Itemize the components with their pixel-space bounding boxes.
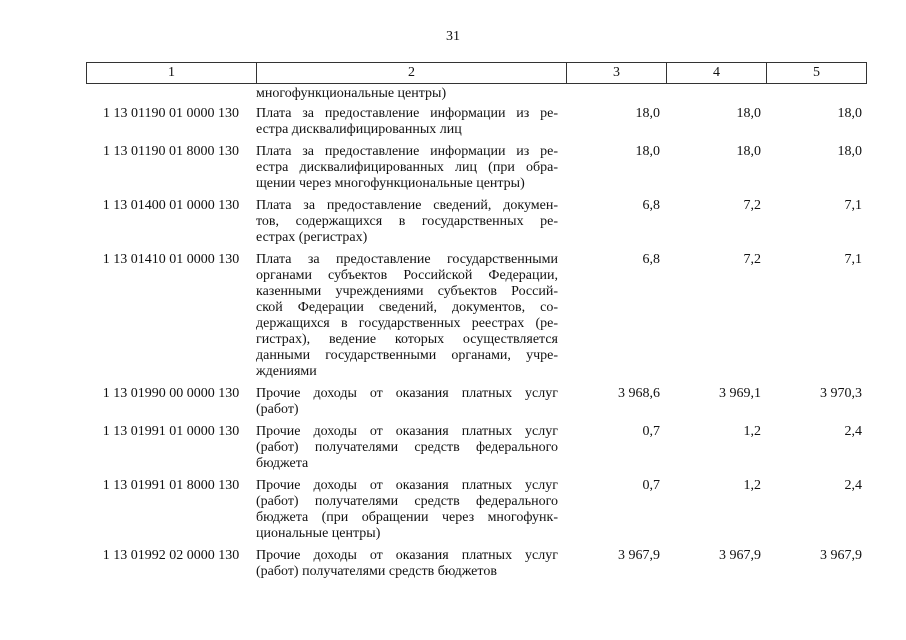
description-line: Прочие доходы от оказания платных услуг bbox=[256, 548, 558, 563]
income-description bbox=[256, 386, 566, 418]
income-description bbox=[256, 478, 566, 542]
description-line: (работ) получателями средств федерального bbox=[256, 494, 558, 509]
amount-col-3: 6,8 bbox=[642, 198, 660, 213]
description-line: Прочие доходы от оказания платных услуг bbox=[256, 424, 558, 439]
table-row bbox=[86, 106, 866, 138]
amount-col-4: 7,2 bbox=[743, 198, 761, 213]
description-line: Плата за предоставление государственными bbox=[256, 252, 558, 267]
description-line: циональные центры) bbox=[256, 526, 381, 541]
description-line: естрах (регистрах) bbox=[256, 230, 368, 245]
description-line: ждениями bbox=[256, 364, 317, 379]
amount-col-5: 2,4 bbox=[844, 424, 862, 439]
budget-code: 1 13 01991 01 0000 130 bbox=[102, 424, 240, 439]
table-row bbox=[86, 478, 866, 542]
amount-col-3: 3 968,6 bbox=[618, 386, 660, 401]
amount-col-4 bbox=[660, 86, 761, 102]
column-header-table bbox=[86, 62, 867, 84]
amount-col-5: 3 970,3 bbox=[820, 386, 862, 401]
budget-code bbox=[86, 86, 256, 102]
description-line: естра дисквалифицированных лиц (при обра- bbox=[256, 160, 558, 175]
column-header-row bbox=[87, 63, 867, 84]
income-description bbox=[256, 548, 566, 580]
table-row bbox=[86, 144, 866, 192]
amount-col-5: 3 967,9 bbox=[820, 548, 862, 563]
column-header-2: 2 bbox=[257, 63, 567, 84]
amount-col-3: 3 967,9 bbox=[618, 548, 660, 563]
description-line: Плата за предоставление информации из ре- bbox=[256, 144, 558, 159]
budget-code: 1 13 01990 00 0000 130 bbox=[102, 386, 240, 401]
amount-col-5: 7,1 bbox=[844, 198, 862, 213]
income-description bbox=[256, 198, 566, 246]
income-description bbox=[256, 144, 566, 192]
table-row bbox=[86, 198, 866, 246]
table-row bbox=[86, 252, 866, 380]
description-line: (работ) получателями средств бюджетов bbox=[256, 564, 497, 579]
description-line: бюджета (при обращении через многофунк- bbox=[256, 510, 558, 525]
budget-code: 1 13 01400 01 0000 130 bbox=[102, 198, 240, 213]
description-line: Плата за предоставление сведений, докумен- bbox=[256, 198, 558, 213]
description-line: (работ) получателями средств федерального bbox=[256, 440, 558, 455]
amount-col-4: 18,0 bbox=[736, 106, 761, 121]
description-line: Прочие доходы от оказания платных услуг bbox=[256, 386, 558, 401]
amount-col-4: 1,2 bbox=[743, 478, 761, 493]
budget-code: 1 13 01410 01 0000 130 bbox=[102, 252, 240, 267]
column-header-1: 1 bbox=[87, 63, 257, 84]
amount-col-4: 7,2 bbox=[743, 252, 761, 267]
amount-col-3: 18,0 bbox=[635, 106, 660, 121]
table-row bbox=[86, 424, 866, 472]
description-line: гистрах), ведение которых осуществляется bbox=[256, 332, 558, 347]
description-line: многофункциональные центры) bbox=[256, 86, 447, 101]
description-line: казенными учреждениями субъектов Россий- bbox=[256, 284, 558, 299]
description-line: ской Федерации сведений, документов, со- bbox=[256, 300, 558, 315]
description-line: (работ) bbox=[256, 402, 299, 417]
amount-col-3 bbox=[566, 86, 660, 102]
description-line: тов, содержащихся в государственных ре- bbox=[256, 214, 558, 229]
budget-code: 1 13 01991 01 8000 130 bbox=[102, 478, 240, 493]
page-number: 31 bbox=[446, 29, 460, 44]
income-description bbox=[256, 86, 566, 102]
income-description bbox=[256, 106, 566, 138]
amount-col-4: 18,0 bbox=[736, 144, 761, 159]
amount-col-3: 0,7 bbox=[642, 478, 660, 493]
column-header-4: 4 bbox=[667, 63, 767, 84]
description-line: органами субъектов Российской Федерации, bbox=[256, 268, 558, 283]
amount-col-4: 3 967,9 bbox=[719, 548, 761, 563]
amount-col-3: 18,0 bbox=[635, 144, 660, 159]
amount-col-3: 6,8 bbox=[642, 252, 660, 267]
column-header-5: 5 bbox=[767, 63, 867, 84]
description-line: держащихся в государственных реестрах (ре- bbox=[256, 316, 558, 331]
description-line: бюджета bbox=[256, 456, 309, 471]
amount-col-3: 0,7 bbox=[642, 424, 660, 439]
table-row bbox=[86, 548, 866, 580]
amount-col-5 bbox=[761, 86, 862, 102]
description-line: естра дисквалифицированных лиц bbox=[256, 122, 462, 137]
amount-col-5: 7,1 bbox=[844, 252, 862, 267]
table-row bbox=[86, 386, 866, 418]
income-description bbox=[256, 424, 566, 472]
income-description bbox=[256, 252, 566, 380]
budget-code: 1 13 01190 01 0000 130 bbox=[103, 106, 239, 121]
amount-col-4: 3 969,1 bbox=[719, 386, 761, 401]
table-row bbox=[86, 86, 866, 102]
budget-code: 1 13 01992 02 0000 130 bbox=[102, 548, 240, 563]
table-body bbox=[86, 86, 866, 580]
amount-col-5: 18,0 bbox=[837, 106, 862, 121]
description-line: данными государственными органами, учре- bbox=[256, 348, 558, 363]
column-header-3: 3 bbox=[567, 63, 667, 84]
description-line: щении через многофункциональные центры) bbox=[256, 176, 525, 191]
amount-col-4: 1,2 bbox=[743, 424, 761, 439]
amount-col-5: 2,4 bbox=[844, 478, 862, 493]
amount-col-5: 18,0 bbox=[837, 144, 862, 159]
description-line: Плата за предоставление информации из ре- bbox=[256, 106, 558, 121]
description-line: Прочие доходы от оказания платных услуг bbox=[256, 478, 558, 493]
budget-code: 1 13 01190 01 8000 130 bbox=[103, 144, 239, 159]
